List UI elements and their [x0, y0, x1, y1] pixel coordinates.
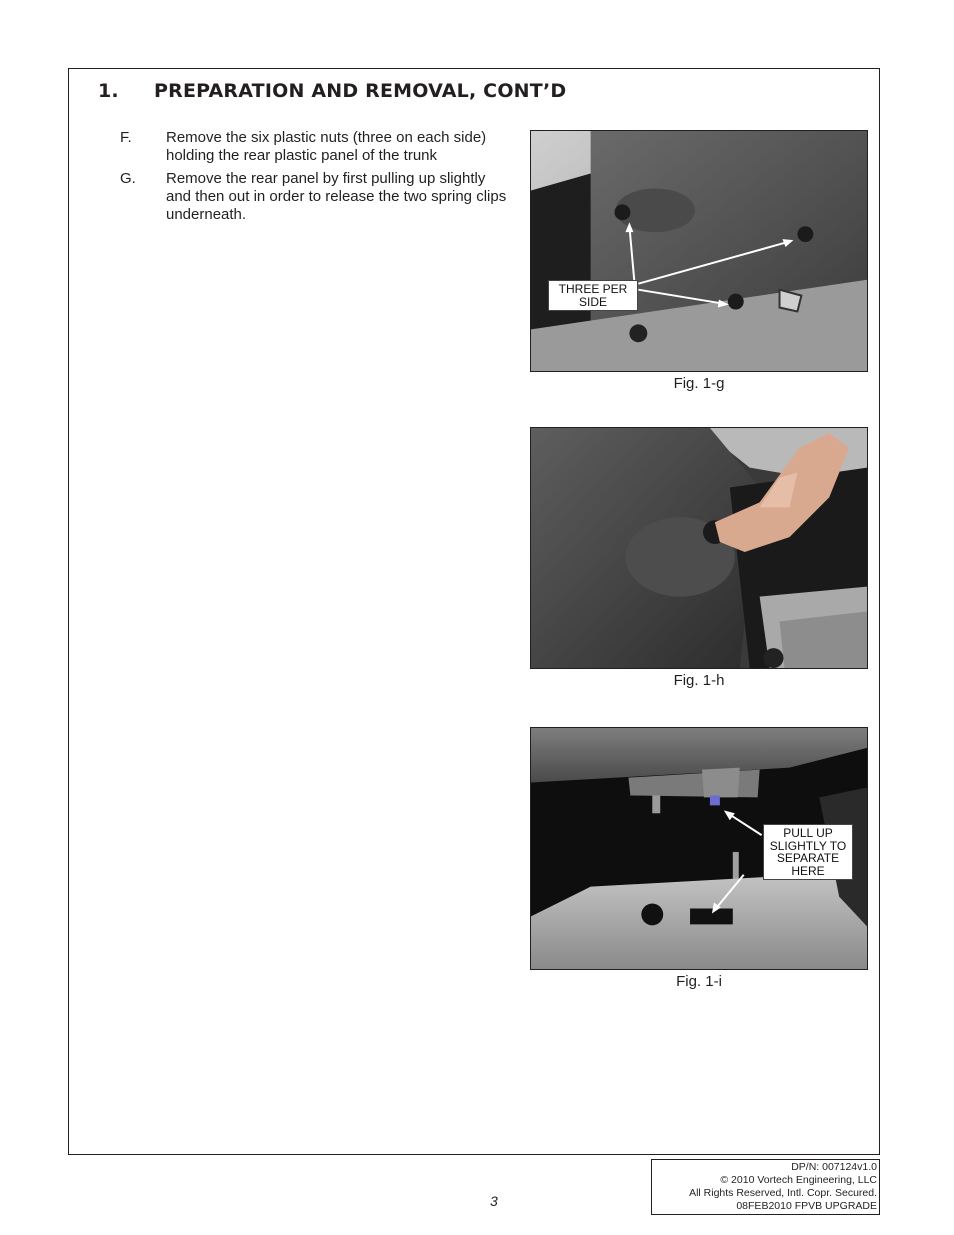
figure-1h-caption: Fig. 1-h	[673, 672, 725, 689]
figure-1h-photo	[530, 427, 868, 669]
callout-line: HERE	[791, 863, 825, 878]
callout-pull-up	[763, 824, 853, 880]
callout-three-per-side	[548, 280, 638, 311]
doc-revision: 08FEB2010 FPVB UPGRADE	[736, 1200, 877, 1212]
page-number: 3	[490, 1193, 498, 1209]
trunk-panel-nuts-image	[531, 131, 867, 371]
callout-line: SLIGHTLY TO	[769, 838, 847, 853]
step-text: Remove the rear panel by first pulling up slightly and then out in order to release the two spring clips underneath.	[166, 170, 507, 223]
step-g	[120, 170, 510, 224]
callout-line: SEPARATE	[776, 851, 840, 865]
step-letter: G.	[120, 170, 136, 187]
figure-1i-caption: Fig. 1-i	[676, 973, 722, 990]
doc-copyright: © 2010 Vortech Engineering, LLC	[720, 1174, 877, 1186]
document-info-box	[651, 1159, 880, 1215]
figure-1g-photo	[530, 130, 868, 372]
callout-line: THREE PER	[558, 282, 628, 296]
section-heading	[98, 80, 566, 102]
callout-line: PULL UP	[783, 826, 833, 840]
section-number: 1.	[98, 80, 119, 102]
section-title: PREPARATION AND REMOVAL, CONT’D	[154, 80, 567, 102]
doc-rights: All Rights Reserved, Intl. Copr. Secured.	[689, 1187, 877, 1199]
doc-part-number: DP/N: 007124v1.0	[791, 1161, 877, 1173]
callout-line: SIDE	[578, 294, 607, 309]
figure-1g-caption: Fig. 1-g	[673, 375, 725, 392]
step-f	[120, 129, 510, 165]
step-text: Remove the six plastic nuts (three on each side) holding the rear plastic panel of the trunk	[166, 129, 487, 164]
hand-removing-nut-image	[531, 428, 867, 668]
step-letter: F.	[120, 129, 132, 146]
